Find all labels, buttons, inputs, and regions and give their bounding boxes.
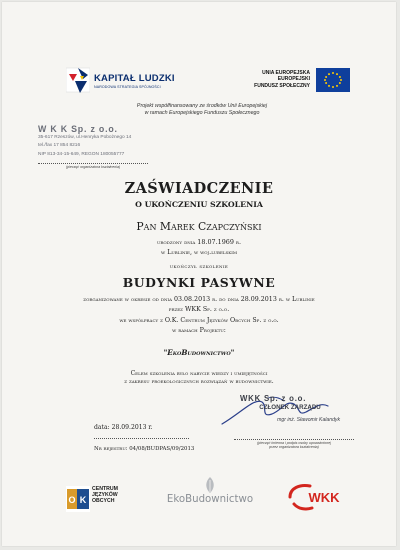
organizer-stamp-rule xyxy=(38,163,148,164)
organizer-phone: tel./fax 17 854 8216 xyxy=(38,143,81,149)
goal-line: z zakresu proekologicznych rozwiązań w budownictwie. xyxy=(124,378,274,385)
course-project-intro: w ramach Projektu: xyxy=(172,326,226,334)
organizer-tax-ids: NIP 813-34-15-649, REGON 180055777 xyxy=(38,151,125,157)
course-name: BUDYNKI PASYWNE xyxy=(122,275,276,290)
recipient-birth xyxy=(2,238,396,257)
wkk-logo xyxy=(284,482,346,512)
signature-rule xyxy=(234,439,354,440)
issue-date: data: 28.09.2013 r. xyxy=(94,424,153,431)
cjo-line: JĘZYKÓW xyxy=(92,492,118,499)
cjo-line: CENTRUM xyxy=(92,486,118,492)
centrum-jezykow-obcych-logo xyxy=(66,484,132,514)
project-funding-note xyxy=(82,103,322,117)
birth-date: urodzony dnia 18.07.1969 r. xyxy=(157,238,241,246)
project-note-line: Projekt współfinansowany ze środków Unii Europejskiej xyxy=(136,103,268,109)
organizer-stamp-caption: (pieczęć organizatora kształcenia) xyxy=(65,165,121,170)
eu-flag-icon xyxy=(316,68,350,92)
eu-line: EUROPEJSKI xyxy=(277,76,310,83)
registry-number: Nr rejestru: 04/08/BUDPAS/09/2013 xyxy=(94,446,195,452)
eu-line: FUNDUSZ SPOŁECZNY xyxy=(254,82,310,89)
completed-label: ukończył szkolenie xyxy=(169,264,229,270)
organizer-name: W K K Sp. z o.o. xyxy=(38,124,118,134)
course-goal xyxy=(2,370,396,386)
signature-name: mgr inż. Sławomir Kalandyk xyxy=(277,417,340,423)
date-rule xyxy=(94,438,189,439)
eu-line: UNIA EUROPEJSKA xyxy=(262,70,310,76)
course-partner: we współpracy z O.K. Centrum Języków Obcych Sp. z o.o. xyxy=(119,316,279,324)
certificate-subtitle: O UKOŃCZENIU SZKOLENIA xyxy=(135,200,263,209)
cjo-text xyxy=(92,486,118,505)
project-name: "EkoBudownictwo" xyxy=(163,348,235,357)
leaf-icon xyxy=(203,476,217,494)
kapital-ludzki-logo xyxy=(66,66,196,98)
cjo-line: OBCYCH xyxy=(92,498,115,505)
eu-text xyxy=(254,70,310,89)
signature-caption-line: przez organizatora kształcenia) xyxy=(269,445,319,449)
signature-role: CZŁONEK ZARZĄDU xyxy=(259,404,321,411)
course-organizer: przez WKK Sp. z o.o. xyxy=(168,306,230,314)
kapital-ludzki-star-icon xyxy=(66,66,90,94)
ok-monogram-icon xyxy=(66,486,90,512)
organizer-address: 35-617 Rzeszów, ul.Henryka Pobożnego 14 xyxy=(38,135,132,140)
recipient-name: Pan Marek Czapczyński xyxy=(136,220,262,233)
project-note-line: w ramach Europejskiego Funduszu Społecznego xyxy=(144,110,260,116)
ekobudownictwo-text: EkoBudownictwo xyxy=(166,494,254,505)
wkk-logo-text: WKK xyxy=(308,490,340,505)
cjo-mark-o: O xyxy=(68,495,76,505)
course-period: zorganizowane w okresie od dnia 03.08.2013 r. do dnia 28.09.2013 r. w Lublinie xyxy=(83,296,315,303)
organizer-stamp xyxy=(38,124,168,169)
signature-company: WKK Sp. z o.o. xyxy=(240,394,307,403)
footer-logos xyxy=(2,472,396,532)
signature-caption xyxy=(234,441,354,449)
signature-stamp xyxy=(240,394,340,423)
certificate-page xyxy=(2,2,396,546)
course-organization xyxy=(2,295,396,336)
kapital-ludzki-subtitle: NARODOWA STRATEGIA SPÓJNOŚCI xyxy=(94,85,161,89)
signature-caption-line: (pieczęć imienna i podpis osoby upoważnionej xyxy=(257,441,331,445)
birth-place: w Lublinie, w woj.lubelskim xyxy=(161,247,237,256)
cjo-mark-k: K xyxy=(79,495,87,505)
ekobudownictwo-logo xyxy=(160,476,260,516)
certificate-title: ZAŚWIADCZENIE xyxy=(124,180,274,197)
kapital-ludzki-title: KAPITAŁ LUDZKI xyxy=(94,73,175,84)
goal-line: Celem szkolenia było nabycie wiedzy i umiejętności xyxy=(130,370,268,377)
eu-logo xyxy=(250,64,350,98)
